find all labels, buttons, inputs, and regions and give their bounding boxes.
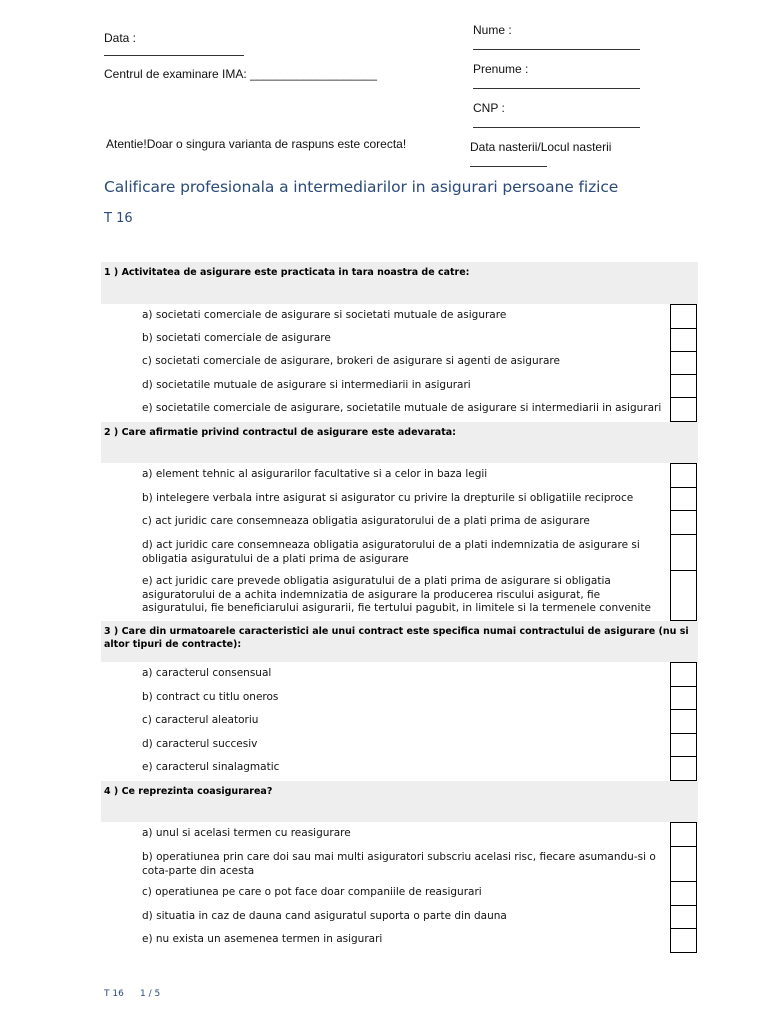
- answer-1d: d) societatile mutuale de asigurare si intermediarii in asigurari: [142, 379, 471, 391]
- answer-3c: c) caracterul aleatoriu: [142, 714, 259, 726]
- checkbox-4c[interactable]: [670, 881, 697, 906]
- answer-1a: a) societati comerciale de asigurare si societati mutuale de asigurare: [142, 309, 507, 321]
- atentie-note: Atentie!Doar o singura varianta de raspuns este corecta!: [106, 137, 407, 151]
- answer-4c: c) operatiunea pe care o pot face doar companiile de reasigurari: [142, 886, 482, 898]
- nume-line: [473, 49, 640, 50]
- checkbox-2e[interactable]: [670, 570, 697, 621]
- checkbox-4a[interactable]: [670, 822, 697, 847]
- question-1: 1 ) Activitatea de asigurare este practicata in tara noastra de catre:: [101, 262, 698, 304]
- checkbox-1c[interactable]: [670, 351, 697, 375]
- answer-2c: c) act juridic care consemneaza obligatia asiguratorului de a plati prima de asigurare: [142, 515, 590, 527]
- question-4: 4 ) Ce reprezinta coasigurarea?: [101, 781, 698, 822]
- answer-4e: e) nu exista un asemenea termen in asigurari: [142, 933, 383, 945]
- checkbox-4b[interactable]: [670, 846, 697, 882]
- checkbox-4e[interactable]: [670, 928, 697, 953]
- checkbox-1d[interactable]: [670, 374, 697, 398]
- answer-3b: b) contract cu titlu oneros: [142, 691, 279, 703]
- answer-3d: d) caracterul succesiv: [142, 738, 258, 750]
- cnp-label: CNP :: [473, 101, 505, 115]
- data-line: [104, 55, 244, 56]
- checkbox-4d[interactable]: [670, 905, 697, 929]
- answer-4b: b) operatiunea prin care doi sau mai multi asiguratori subscriu acelasi risc, fiecare asumandu-si o cota-parte din acesta: [142, 851, 656, 877]
- checkbox-2d[interactable]: [670, 534, 697, 571]
- nume-label: Nume :: [473, 23, 512, 37]
- prenume-label: Prenume :: [473, 62, 529, 76]
- answer-2a: a) element tehnic al asigurarilor facultative si a celor in baza legii: [142, 468, 488, 480]
- nastere-line: [470, 166, 547, 167]
- answer-3a: a) caracterul consensual: [142, 667, 272, 679]
- answer-4d: d) situatia in caz de dauna cand asiguratul suporta o parte din dauna: [142, 910, 507, 922]
- checkbox-3a[interactable]: [670, 662, 697, 687]
- question-3: 3 ) Care din urmatoarele caracteristici ale unui contract este specifica numai contractului de asigurare (nu si altor tipuri de contracte):: [101, 621, 698, 662]
- checkbox-3e[interactable]: [670, 756, 697, 781]
- prenume-line: [473, 88, 640, 89]
- answer-4a: a) unul si acelasi termen cu reasigurare: [142, 827, 351, 839]
- checkbox-2c[interactable]: [670, 510, 697, 535]
- answer-2b: b) intelegere verbala intre asigurat si asigurator cu privire la drepturile si obligatiile reciproce: [142, 492, 634, 504]
- page-title: Calificare profesionala a intermediarilor in asigurari persoane fizice: [104, 178, 619, 196]
- checkbox-3d[interactable]: [670, 733, 697, 757]
- footer-code: T 16: [104, 989, 124, 999]
- answer-2e: e) act juridic care prevede obligatia asiguratului de a plati prima de asigurare si obligatia asiguratorului de a achita indemnizatia de asigurare la producerea riscului asigurat, fie asiguratului, fie beneficiarului asigurarii, fie tertului pagubit, in limitele si la termenele convenite: [142, 575, 651, 614]
- checkbox-2b[interactable]: [670, 487, 697, 511]
- checkbox-1a[interactable]: [670, 304, 697, 329]
- footer-page: 1 / 5: [140, 989, 161, 999]
- question-2: 2 ) Care afirmatie privind contractul de asigurare este adevarata:: [101, 422, 698, 463]
- answer-2d: d) act juridic care consemneaza obligatia asiguratorului de a plati indemnizatia de asigurare si obligatia asiguratului de a plati prima de asigurare: [142, 539, 640, 565]
- cnp-line: [473, 127, 640, 128]
- answer-3e: e) caracterul sinalagmatic: [142, 761, 280, 773]
- answer-1b: b) societati comerciale de asigurare: [142, 332, 331, 344]
- centru-label: Centrul de examinare IMA: ___________________: [104, 67, 377, 81]
- checkbox-3c[interactable]: [670, 709, 697, 734]
- answer-1e: e) societatile comerciale de asigurare, societatile mutuale de asigurare si intermediarii in asigurari: [142, 402, 662, 414]
- nastere-label: Data nasterii/Locul nasterii: [470, 140, 612, 154]
- checkbox-3b[interactable]: [670, 686, 697, 710]
- data-label: Data :: [104, 31, 137, 45]
- checkbox-1b[interactable]: [670, 328, 697, 352]
- checkbox-2a[interactable]: [670, 463, 697, 488]
- answer-1c: c) societati comerciale de asigurare, brokeri de asigurare si agenti de asigurare: [142, 355, 560, 367]
- test-code: T 16: [104, 211, 133, 226]
- checkbox-1e[interactable]: [670, 397, 697, 422]
